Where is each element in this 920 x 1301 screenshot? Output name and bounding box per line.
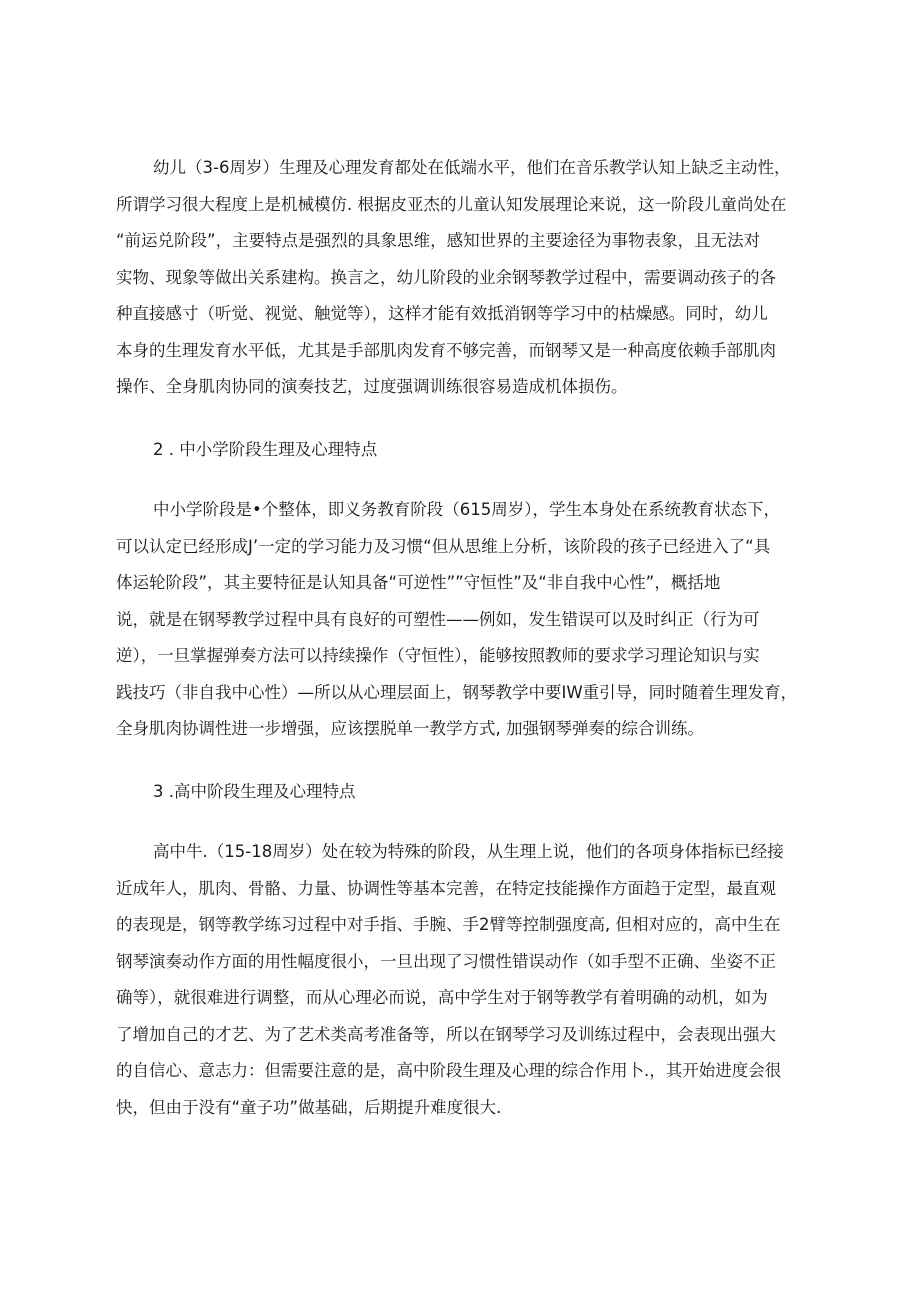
paragraph-primary-middle-school bbox=[116, 492, 806, 748]
text-line: 的表现是，钢等教学练习过程中对手指、手腕、手2臂等控制强度高, 但相对应的，高中生在 bbox=[116, 915, 781, 934]
text-line: 实物、现象等做出关系建构。换言之，幼儿阶段的业余钢琴教学过程中，需要调动孩子的各 bbox=[116, 267, 776, 287]
spacer bbox=[116, 406, 806, 432]
paragraph-early-childhood bbox=[116, 150, 806, 406]
text-line: 种直接感寸（听觉、视觉、触觉等），这样才能有效抵消钢等学习中的枯燥感。同时，幼儿 bbox=[116, 304, 768, 323]
text-line: 确等），就很难进行调整，而从心理必而说，高中学生对于钢等教学有着明确的动机，如为 bbox=[116, 988, 768, 1007]
text-line: 快，但由于没有“童子功”做基础，后期提升难度很大. bbox=[116, 1097, 502, 1117]
text-line: 高中牛.（15-18周岁）处在较为特殊的阶段，从生理上说，他们的各项身体指标已经接 bbox=[153, 842, 784, 861]
spacer bbox=[116, 810, 806, 834]
text-line: 本身的生理发育水平低，尤其是手部肌肉发育不够完善，而钢琴又是一种高度依赖手部肌肉 bbox=[116, 340, 776, 360]
text-line: 操作、全身肌肉协同的演奏技艺，过度强调训练很容易造成机体损伤。 bbox=[116, 377, 628, 396]
text-line: 可以认定已经形成J’一定的学习能力及习惯“但从思维上分析，该阶段的孩子已经进入了“具 bbox=[116, 536, 771, 556]
text-line: 所谓学习很大程度上是机械模仿. 根据皮亚杰的儿童认知发展理论来说，这一阶段儿童尚处在 bbox=[116, 194, 787, 214]
text-line: 体运轮阶段”，其主要特征是认知具备“可逆性””守恒性”及“非自我中心性”，概括地 bbox=[116, 573, 721, 592]
text-line: 说，就是在钢琴教学过程中具有良好的可塑性——例如，发生错误可以及时纠正（行为可 bbox=[116, 609, 760, 629]
text-line: 全身肌肉协调性进一步增强，应该摆脱单一教学方式, 加强钢琴弹奏的综合训练。 bbox=[116, 719, 704, 738]
text-line: 中小学阶段是•个整体，即义务教育阶段（615周岁），学生本身处在系统教育状态下， bbox=[153, 500, 780, 519]
section-heading-primary-middle-school: 2 . 中小学阶段生理及心理特点 bbox=[153, 439, 378, 459]
section-heading-high-school: 3 .高中阶段生理及心理特点 bbox=[153, 781, 356, 801]
text-line: “前运兑阶段”，主要特点是强烈的具象思维，感知世界的主要途径为事物表象，且无法对 bbox=[116, 231, 761, 250]
text-line: 钢琴演奏动作方面的用性幅度很小，一旦出现了习惯性错误动作（如手型不正确、坐姿不正 bbox=[116, 951, 776, 971]
text-line: 践技巧（非自我中心性）—所以从心理层面上，钢琴教学中要IW重引导，同时随着生理发育， bbox=[116, 682, 798, 702]
text-line: 近成年人，肌肉、骨骼、力量、协调性等基本完善，在特定技能操作方面趋于定型，最直观 bbox=[116, 878, 776, 898]
text-line: 逆），一旦掌握弹奏方法可以持续操作（守恒性），能够按照教师的要求学习理论知识与实 bbox=[116, 646, 760, 665]
text-line: 的自信心、意志力：但需要注意的是，高中阶段生理及心理的综合作用卜.，其开始进度会很 bbox=[116, 1061, 782, 1080]
document-body bbox=[116, 150, 806, 1126]
paragraph-high-school bbox=[116, 834, 806, 1126]
text-line: 了增加自己的才艺、为了艺术类高考准备等，所以在钢琴学习及训练过程中，会表现出强大 bbox=[116, 1024, 776, 1044]
text-line: 幼儿（3-6周岁）生理及心理发育都处在低端水平，他们在音乐教学认知上缺乏主动性， bbox=[153, 158, 791, 177]
spacer bbox=[116, 468, 806, 492]
spacer bbox=[116, 748, 806, 774]
